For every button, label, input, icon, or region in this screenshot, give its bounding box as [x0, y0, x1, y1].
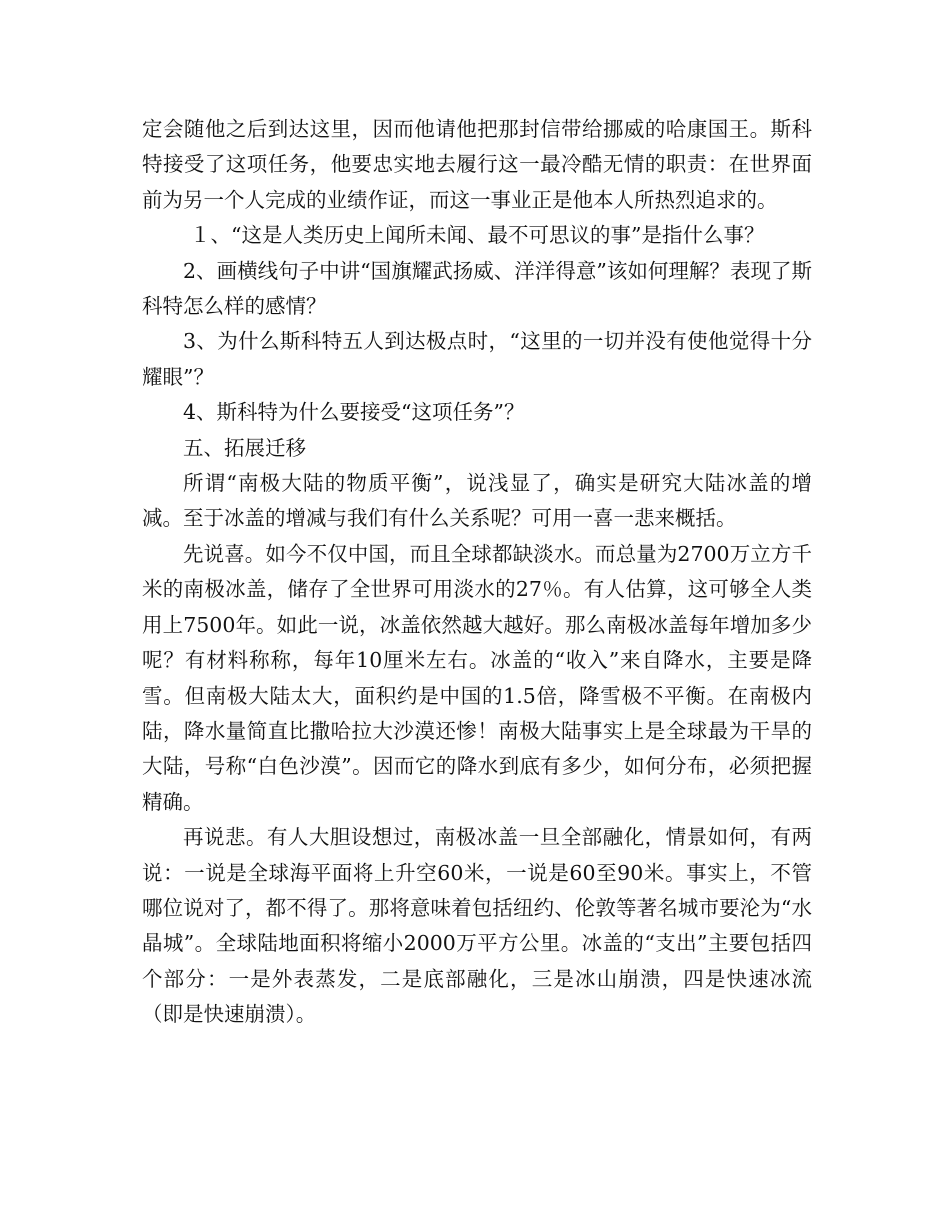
question-3: 3、为什么斯科特五人到达极点时，“这里的一切并没有使他觉得十分耀眼”？ [142, 329, 812, 389]
section-heading: 五、拓展迁移 [183, 435, 306, 460]
question-2: 2、画横线句子中讲“国旗耀武扬威、洋洋得意”该如何理解？表现了斯科特怎么样的感情？ [142, 258, 812, 319]
question-4: 4、斯科特为什么要接受“这项任务”？ [183, 400, 525, 425]
paragraph-continuation: 定会随他之后到达这里，因而他请他把那封信带给挪威的哈康国王。斯科特接受了这项任务，他要忠实地去履行这一最冷酷无情的职责：在世界面前为另一个人完成的业绩作证，而这一事业正是他本人所热烈追求的。 [142, 117, 812, 212]
question-1: １、“这是人类历史上闻所未闻、最不可思议的事”是指什么事？ [190, 223, 765, 248]
paragraph-intro: 所谓“南极大陆的物质平衡”，说浅显了，确实是研究大陆冰盖的增减。至于冰盖的增减与我们有什么关系呢？可用一喜一悲来概括。 [142, 471, 812, 531]
paragraph-sorrow: 再说悲。有人大胆设想过，南极冰盖一旦全部融化，情景如何，有两说：一说是全球海平面将上升空60米，一说是60至90米。事实上，不管哪位说对了，都不得了。那将意味着包括纽约、伦敦等著名城市要沦为“水晶城”。全球陆地面积将缩小2000万平方公里。冰盖的“支出”主要包括四个部分：一是外表蒸发，二是底部融化，三是冰山崩溃，四是快速冰流（即是快速崩溃）。 [142, 825, 812, 1027]
document-body [142, 112, 812, 1033]
paragraph-joy: 先说喜。如今不仅中国，而且全球都缺淡水。而总量为2700万立方千米的南极冰盖，储存了全世界可用淡水的27％。有人估算，这可够全人类用上7500年。如此一说，冰盖依然越大越好。那么南极冰盖每年增加多少呢？有材料称称，每年10厘米左右。冰盖的“收入”来自降水，主要是降雪。但南极大陆太大，面积约是中国的1.5倍，降雪极不平衡。在南极内陆，降水量简直比撒哈拉大沙漠还惨！南极大陆事实上是全球最为干旱的大陆，号称“白色沙漠”。因而它的降水到底有多少，如何分布，必须把握精确。 [142, 541, 812, 814]
